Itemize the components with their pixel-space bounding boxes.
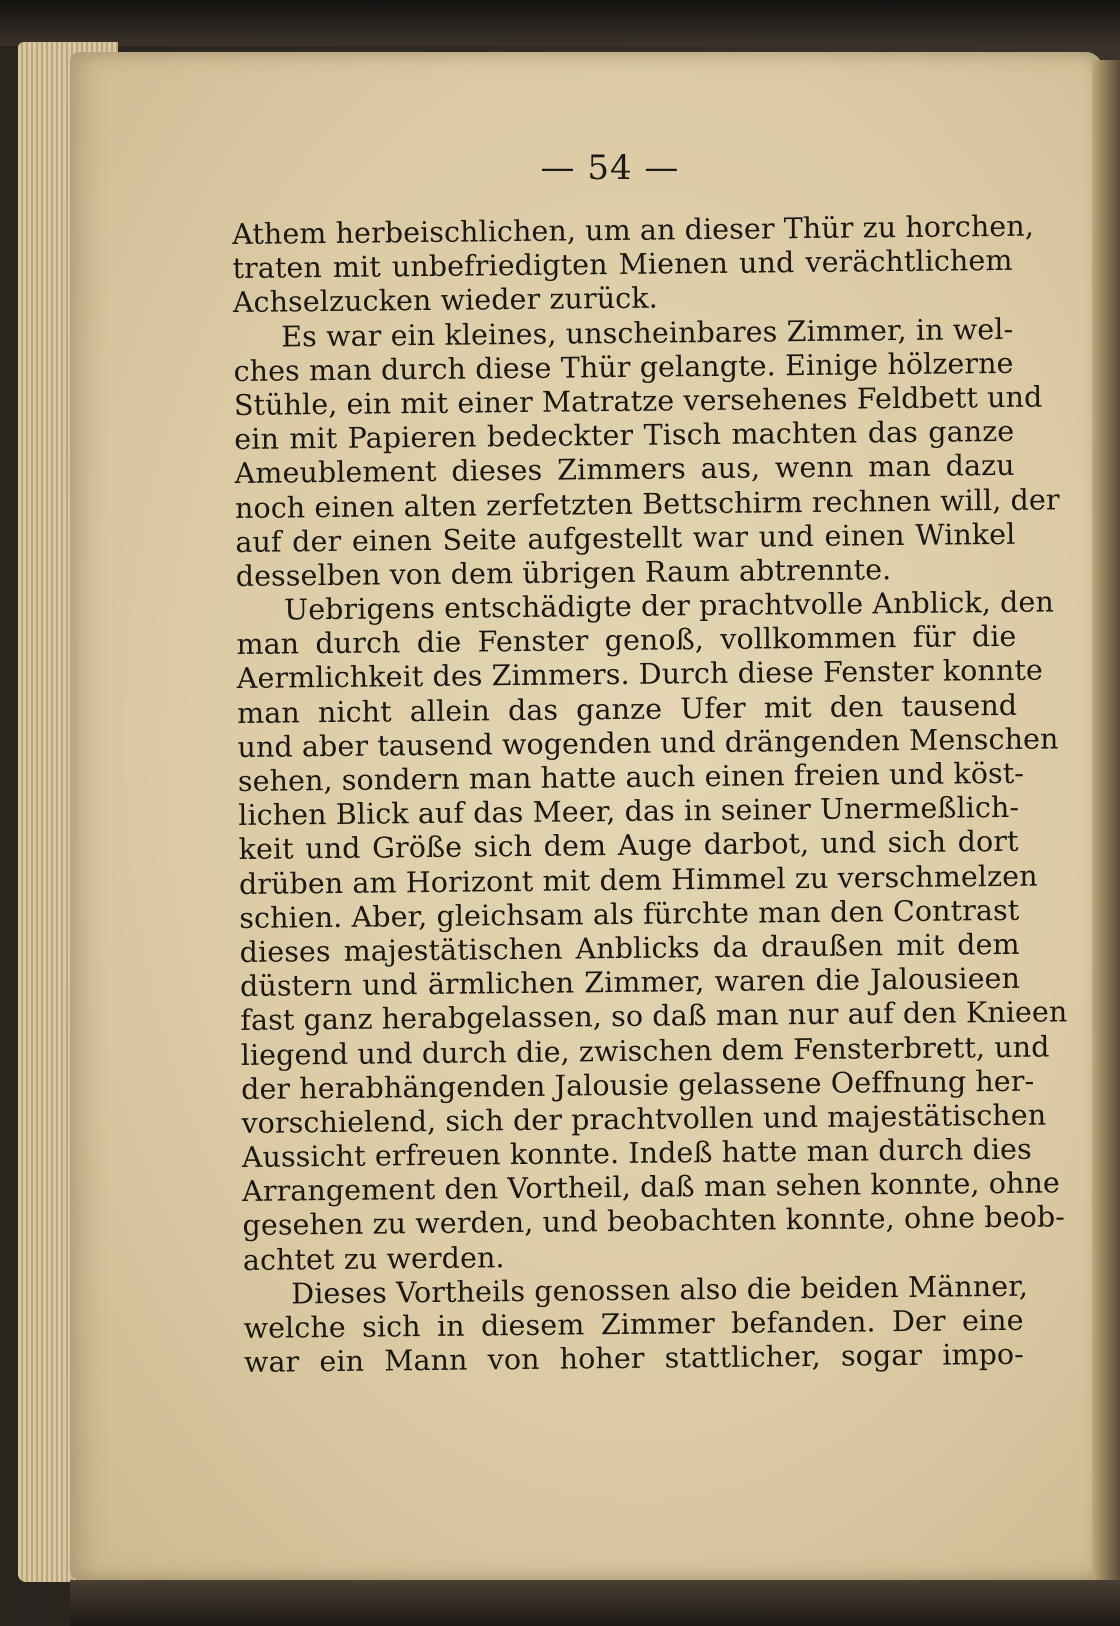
text-line: schien. Aber, gleichsam als fürchte man den Contrast — [239, 893, 1020, 935]
text-line: vorschielend, sich der prachtvollen und majestätischen — [241, 1098, 1047, 1140]
text-line: war ein Mann von hoher stattlicher, sogar impo- — [243, 1337, 1025, 1380]
text-line: Stühle, ein mit einer Matratze versehenes Feldbett und — [233, 380, 1043, 422]
text-line: man nicht allein das ganze Ufer mit den tausend — [237, 688, 1018, 730]
page-text — [232, 209, 1068, 1380]
text-line: welche sich in diesem Zimmer befanden. Der eine — [243, 1303, 1024, 1345]
text-line: düstern und ärmlichen Zimmer, waren die Jalousieen — [239, 961, 1021, 1004]
book-cover-top — [0, 0, 1120, 46]
text-line: lichen Blick auf das Meer, das in seiner Unermeßlich- — [238, 790, 1020, 833]
text-line: Uebrigens entschädigte der prachtvolle Anblick, den — [283, 585, 1055, 627]
text-line: Aussicht erfreuen konnte. Indeß hatte man durch dies — [241, 1132, 1032, 1175]
text-line: drüben am Horizont mit dem Himmel zu verschmelzen — [238, 859, 1038, 901]
page-right-edge — [1092, 60, 1120, 1580]
text-line: Ameublement dieses Zimmers aus, wenn man dazu — [234, 449, 1015, 491]
text-line: ches man durch diese Thür gelangte. Einige hölzerne — [233, 346, 1014, 388]
text-line: Aermlichkeit des Zimmers. Durch diese Fenster konnte — [236, 653, 1044, 696]
text-line: desselben von dem übrigen Raum abtrennte. — [235, 552, 892, 593]
text-line: traten mit unbefriedigten Mienen und verächtlichem — [232, 244, 1013, 286]
text-line: noch einen alten zerfetzten Bettschirm rechnen will, der — [234, 482, 1060, 525]
text-line: achtet zu werden. — [242, 1240, 505, 1277]
text-line: fast ganz herabgelassen, so daß man nur auf den Knieen — [240, 995, 1068, 1038]
text-line: Es war ein kleines, unscheinbares Zimmer, in wel- — [281, 312, 1014, 354]
text-line: man durch die Fenster genoß, vollkommen für die — [236, 620, 1017, 662]
text-line: ein mit Papieren bedeckter Tisch machten das ganze — [234, 414, 1015, 457]
text-line: der herabhängenden Jalousie gelassene Oeffnung her- — [240, 1064, 1035, 1106]
text-line: Athem herbeischlichen, um an dieser Thür zu horchen, — [232, 209, 1035, 251]
text-line: auf der einen Seite aufgestellt war und einen Winkel — [235, 517, 1016, 559]
text-line: Dieses Vortheils genossen also die beiden Männer, — [291, 1269, 1029, 1311]
text-line: Arrangement den Vortheil, daß man sehen konnte, ohne — [242, 1166, 1061, 1209]
text-line: dieses majestätischen Anblicks da draußen mit dem — [239, 927, 1020, 969]
text-line: keit und Größe sich dem Auge darbot, und sich dort — [238, 825, 1019, 867]
text-line: sehen, sondern man hatte auch einen freien und köst- — [237, 756, 1025, 798]
book-bottom-edge — [70, 1580, 1120, 1626]
page-number: — 54 — — [540, 148, 680, 188]
text-line: liegend und durch die, zwischen dem Fensterbrett, und — [240, 1029, 1050, 1072]
text-line: und aber tausend wogenden und drängenden Menschen — [237, 722, 1059, 764]
text-line: gesehen zu werden, und beobachten konnte, ohne beob- — [242, 1200, 1066, 1243]
text-line: Achselzucken wieder zurück. — [232, 281, 658, 320]
